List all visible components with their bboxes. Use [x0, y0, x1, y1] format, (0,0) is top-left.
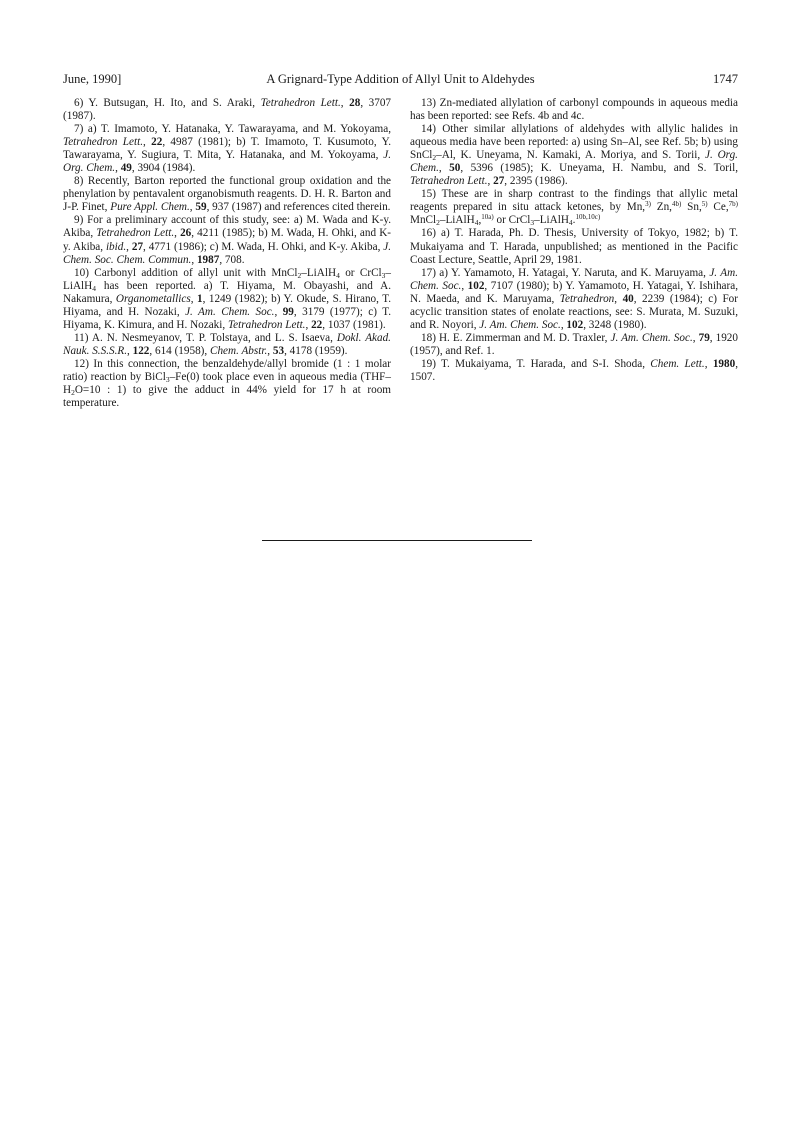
reference-text-run: , 3248 (1980).	[583, 318, 647, 331]
reference-18	[410, 332, 738, 358]
reference-7	[63, 123, 391, 175]
reference-text-run: , 1249 (1982); b) Y. Okude, S. Hirano, T. Hiyama, and H. Nozaki,	[63, 292, 392, 318]
reference-text-run: Tetrahedron Lett.	[260, 97, 341, 109]
reference-text-run: 4	[92, 283, 96, 293]
reference-text-run: 9) For a preliminary account of this study, see: a) M. Wada and K-y. Akiba,	[63, 214, 391, 240]
reference-text-run: 3)	[645, 200, 651, 209]
reference-text-run: –LiAlH	[439, 214, 475, 227]
reference-text-run: ,	[704, 357, 713, 370]
reference-text-run: 18) H. E. Zimmerman and M. D. Traxler,	[421, 331, 611, 344]
reference-text-run: 122	[132, 344, 150, 357]
reference-text-run: ,	[487, 175, 494, 188]
reference-text-run: Tetrahedron	[559, 292, 615, 305]
reference-text-run: Tetrahedron Lett.	[63, 136, 144, 149]
reference-text-run: has been reported. a) T. Hiyama, M. Obayashi, and A. Nakamura,	[63, 279, 391, 305]
reference-text-run: 14) Other similar allylations of aldehydes with allylic halides in aqueous media have been reported: a) using Sn–Al, see Ref. 5b; b) using SnCl	[410, 123, 738, 162]
reference-text-run: , 708.	[219, 253, 245, 266]
reference-text-run: Pure Appl. Chem.	[110, 201, 190, 214]
reference-text-run: 27	[493, 175, 505, 188]
reference-text-run: 2	[297, 270, 302, 280]
end-rule	[262, 540, 532, 541]
reference-text-run: ,	[115, 162, 121, 175]
reference-text-run: ,	[190, 292, 197, 305]
reference-text-run: , 1037 (1981).	[322, 318, 386, 331]
reference-text-run: 28	[349, 97, 361, 109]
reference-column-left	[63, 97, 391, 410]
reference-text-run: ,	[189, 201, 196, 214]
reference-text-run: 22	[151, 136, 163, 149]
reference-8	[63, 175, 391, 214]
reference-text-run: J. Am. Chem. Soc.	[479, 318, 561, 331]
reference-text-run: ,	[560, 318, 567, 331]
reference-text-run: ,	[126, 240, 132, 253]
reference-text-run: ,	[127, 344, 133, 357]
reference-text-run: Tetrahedron Lett.	[96, 227, 175, 240]
reference-text-run: MnCl	[410, 214, 437, 227]
reference-text-run: ,	[267, 344, 273, 357]
reference-text-run: J. Am. Chem. Soc.	[185, 305, 275, 318]
reference-17	[410, 267, 738, 332]
reference-text-run: ,	[340, 97, 350, 109]
reference-text-run: 4	[568, 218, 573, 228]
running-header	[63, 72, 738, 90]
reference-text-run: 13) Zn-mediated allylation of carbonyl compounds in aqueous media has been reported: see Refs. 4b and 4c.	[410, 97, 738, 123]
reference-text-run: 1987	[196, 253, 220, 266]
reference-text-run: ,	[478, 214, 482, 227]
reference-text-run: 1980	[712, 357, 736, 370]
reference-text-run: ibid.	[105, 240, 127, 253]
reference-text-run: 10a)	[481, 213, 494, 222]
reference-text-run: J. Org. Chem.	[410, 149, 738, 175]
reference-text-run: ,	[692, 331, 699, 344]
reference-12	[63, 358, 391, 410]
reference-text-run: , 3904 (1984).	[131, 162, 196, 175]
reference-text-run: ,	[461, 279, 468, 292]
reference-text-run: , 3707 (1987).	[63, 97, 392, 123]
reference-text-run: –Al, K. Uneyama, N. Kamaki, A. Moriya, and S. Torii,	[436, 149, 705, 162]
reference-text-run: .	[572, 214, 576, 227]
reference-text-run: 26	[180, 227, 192, 240]
reference-16	[410, 227, 738, 266]
reference-text-run: , 1920 (1957), and Ref. 1.	[410, 331, 738, 357]
reference-text-run: –LiAlH	[301, 266, 337, 279]
reference-text-run: ,	[191, 253, 197, 266]
reference-text-run: , 2239 (1984); c) For acyclic transition states of enolate reactions, see: S. Murata, M. Suzuki, and R. Noyori,	[410, 292, 738, 331]
header-title: A Grignard-Type Addition of Allyl Unit to Aldehydes	[266, 72, 535, 86]
reference-text-run: ,	[174, 227, 181, 240]
reference-text-run: 50	[449, 162, 461, 175]
reference-text-run: 40	[622, 292, 634, 305]
reference-text-run: , 5396 (1985); K. Uneyama, H. Nambu, and S. Toril,	[460, 162, 738, 175]
reference-text-run: ,	[305, 318, 312, 331]
reference-text-run: 4b)	[671, 200, 682, 209]
reference-9	[63, 214, 391, 266]
reference-text-run: ,	[438, 162, 450, 175]
reference-14	[410, 123, 738, 188]
reference-text-run: Chem. Lett.	[650, 357, 705, 370]
reference-text-run: 15) These are in sharp contrast to the findings that allylic metal reagents prepared in situ attack ketones, by Mn,	[410, 188, 738, 214]
reference-text-run: , 2395 (1986).	[504, 175, 568, 188]
reference-text-run: 7b)	[728, 200, 738, 209]
reference-text-run: ,	[274, 305, 283, 318]
reference-text-run: Organometallics	[115, 292, 191, 305]
reference-text-run: 5)	[701, 200, 708, 209]
reference-text-run: 79	[698, 331, 710, 344]
reference-text-run: , 4987 (1981); b) T. Imamoto, T. Kusumoto, Y. Tawarayama, Y. Sugiura, T. Mita, Y. Hatanaka, and M. Yokoyama,	[63, 136, 392, 162]
reference-text-run: –LiAlH	[63, 266, 391, 292]
reference-text-run: ,	[143, 136, 152, 149]
reference-10	[63, 267, 391, 332]
reference-text-run: Tetrahedron Lett.	[410, 175, 488, 188]
reference-text-run: , 7107 (1980); b) Y. Yamamoto, H. Yatagai, Y. Ishihara, N. Maeda, and K. Maruyama,	[410, 279, 738, 305]
reference-text-run: 53	[272, 344, 285, 357]
reference-text-run: Sn,	[681, 201, 702, 214]
reference-text-run: or CrCl	[493, 214, 531, 227]
reference-column-right	[410, 97, 738, 384]
reference-text-run: 17) a) Y. Yamamoto, H. Yatagai, Y. Naruta, and K. Maruyama,	[421, 266, 710, 279]
reference-text-run: , 4771 (1986); c) M. Wada, H. Ohki, and K-y. Akiba,	[143, 240, 384, 253]
reference-text-run: 2	[432, 153, 437, 163]
reference-19	[410, 358, 738, 384]
reference-text-run: Ce,	[707, 201, 729, 214]
reference-15	[410, 188, 738, 227]
page-number: 1747	[713, 72, 738, 86]
reference-text-run: 59	[195, 201, 207, 214]
reference-13	[410, 97, 738, 123]
reference-6	[63, 97, 391, 123]
reference-text-run: , 1507.	[410, 357, 738, 383]
reference-text-run: 8) Recently, Barton reported the functional group oxidation and the phenylation by pentavalent organobismuth reagents. D. H. R. Barton and J-P. Finet,	[63, 175, 391, 214]
reference-text-run: Tetrahedron Lett.	[227, 318, 306, 331]
reference-text-run: Zn,	[650, 201, 672, 214]
reference-text-run: 12) In this connection, the benzaldehyde/allyl bromide (1 : 1 molar ratio) reaction by BiCl	[63, 357, 391, 383]
reference-text-run: 11) A. N. Nesmeyanov, T. P. Tolstaya, and L. S. Isaeva,	[74, 331, 337, 344]
reference-text-run: 3	[381, 270, 386, 280]
reference-text-run: J. Am. Chem. Soc.	[610, 331, 693, 344]
reference-text-run: , 614 (1958),	[149, 344, 210, 357]
reference-text-run: 102	[566, 318, 584, 331]
reference-text-run: J. Chem. Soc. Chem. Commun.	[63, 240, 392, 266]
reference-text-run: 22	[311, 318, 323, 331]
reference-text-run: 10b,10c)	[575, 213, 601, 222]
reference-text-run: 3	[165, 374, 170, 384]
reference-text-run: 19) T. Mukaiyama, T. Harada, and S-I. Shoda,	[421, 357, 651, 370]
reference-text-run: , 937 (1987) and references cited therein.	[206, 201, 391, 214]
reference-text-run: 4	[474, 218, 479, 228]
reference-text-run: Dokl. Akad. Nauk. S.S.S.R.	[63, 331, 391, 357]
header-date: June, 1990]	[63, 72, 122, 86]
reference-text-run: 2	[71, 388, 75, 398]
reference-text-run: or CrCl	[339, 266, 382, 279]
reference-text-run: , 3179 (1977); c) T. Hiyama, K. Kimura, and H. Nozaki,	[63, 305, 391, 331]
reference-text-run: ,	[614, 292, 623, 305]
reference-text-run: 1	[196, 292, 203, 305]
reference-text-run: 102	[467, 279, 485, 292]
reference-text-run: Chem. Abstr.	[209, 344, 268, 357]
reference-text-run: J. Org. Chem.	[63, 149, 391, 175]
reference-text-run: 16) a) T. Harada, Ph. D. Thesis, University of Tokyo, 1982; b) T. Mukaiyama and T. Harada, unpublished; as mentioned in the Pacific Coast Lecture, Seattle, April 29, 1981.	[410, 227, 738, 266]
reference-text-run: 3	[530, 218, 535, 228]
reference-text-run: 2	[436, 218, 440, 228]
reference-text-run: 4	[336, 270, 340, 280]
reference-text-run: –Fe(0) took place even in aqueous media (THF–H	[63, 370, 391, 397]
reference-text-run: 27	[131, 240, 144, 253]
reference-text-run: –LiAlH	[534, 214, 569, 227]
reference-text-run: 7) a) T. Imamoto, Y. Hatanaka, Y. Tawarayama, and M. Yokoyama,	[74, 123, 391, 136]
reference-text-run: J. Am. Chem. Soc.	[410, 266, 738, 292]
reference-text-run: , 4178 (1959).	[284, 344, 348, 357]
reference-text-run: 49	[120, 162, 132, 175]
reference-text-run: 99	[282, 305, 294, 318]
reference-text-run: 10) Carbonyl addition of allyl unit with MnCl	[74, 266, 298, 279]
reference-text-run: , 4211 (1985); b) M. Wada, H. Ohki, and K-y. Akiba,	[63, 227, 392, 253]
reference-text-run: 6) Y. Butsugan, H. Ito, and S. Araki,	[74, 97, 261, 109]
reference-11	[63, 332, 391, 358]
reference-text-run: O=10 : 1) to give the adduct in 44% yield for 17 h at room temperature.	[63, 384, 391, 410]
